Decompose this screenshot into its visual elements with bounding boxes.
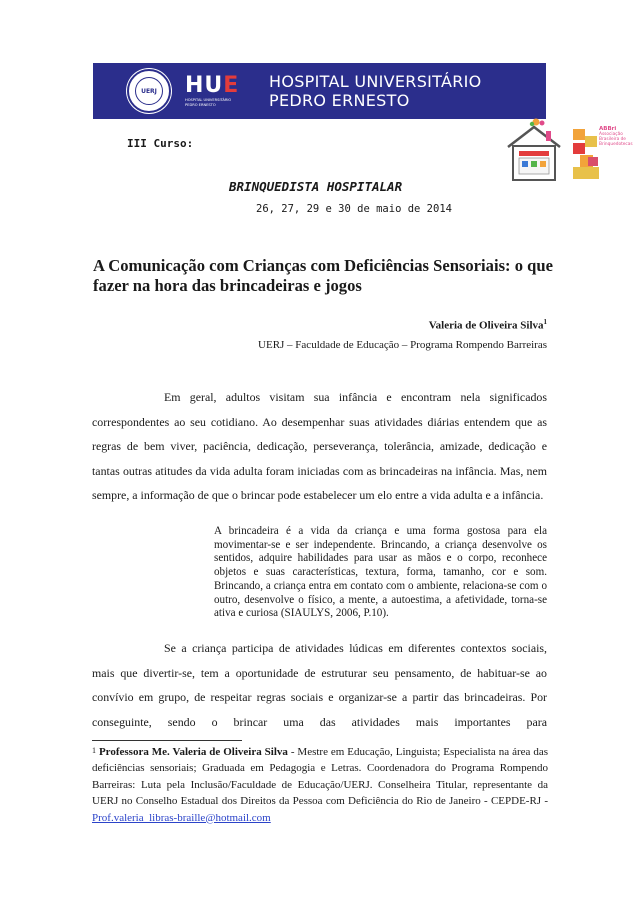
- abbri-tag: ABBri: [599, 126, 617, 132]
- event-dates: 26, 27, 29 e 30 de maio de 2014: [256, 203, 452, 215]
- abbri-text: Associação Brasileira de Brinquedotecas: [599, 132, 633, 147]
- hospital-title-line2: PEDRO ERNESTO: [269, 91, 410, 110]
- footnote-divider: [92, 740, 242, 741]
- footnote-number: 1: [92, 746, 96, 755]
- hue-logo-subtitle: HOSPITAL UNIVERSITÁRIO PEDRO ERNESTO: [185, 98, 232, 107]
- footnote: [92, 743, 548, 826]
- house-brinquedoteca-logo-icon: [502, 117, 566, 187]
- hue-logo-letters: HU: [185, 73, 224, 98]
- article-title: A Comunicação com Crianças com Deficiências Sensoriais: o que fazer na hora das brincadeiras e jogos: [93, 256, 553, 295]
- event-title: BRINQUEDISTA HOSPITALAR: [229, 179, 403, 194]
- block-quote: A brincadeira é a vida da criança e uma forma gostosa para ela movimentar-se e ser independente. Brincando, a criança desenvolve os sentidos, adquire habilidades para usar as mãos e o corpo, reconhece objetos e suas características, textura, forma, tamanho, cor e som. Brincando, a criança entra em contato com o ambiente, relaciona-se com o outro, desenvolve o físico, a mente, a autoestima, a afetividade, torna-se ativa e curiosa (SIAULYS, 2006, P.10).: [214, 525, 547, 620]
- course-label: III Curso:: [127, 137, 194, 150]
- paragraph-2: Se a criança participa de atividades lúdicas em diferentes contextos sociais, mais que divertir-se, tem a oportunidade de estruturar seu pensamento, de habituar-se ao convívio em grupo, de respeitar regras sociais e organizar-se a partir das brincadeiras. Por conseguinte, sendo o brincar uma das atividades mais importantes para: [92, 641, 547, 729]
- author-affiliation: UERJ – Faculdade de Educação – Programa Rompendo Barreiras: [258, 339, 547, 351]
- footnote-text: - Mestre em Educação, Linguista; Especialista na área das deficiências sensoriais; Graduada em Pedagogia e Letras. Coordenadora do Programa Rompendo Barreiras: Luta pela Inclusão/Faculdade de Educação/UERJ. Conselheira Titular, representante da UERJ no Conselho Estadual dos Direitos da Pessoa com Deficiência do Rio de Janeiro - CEPDE-RJ -: [92, 746, 548, 808]
- author-footnote-ref[interactable]: 1: [543, 318, 547, 326]
- hue-logo-accent: E: [223, 73, 240, 98]
- hospital-banner: [93, 63, 546, 119]
- author-name-text: Valeria de Oliveira Silva: [428, 319, 544, 332]
- uerj-seal-icon: [127, 69, 171, 113]
- paragraph-1: Em geral, adultos visitam sua infância e encontram nela significados correspondentes ao seu cotidiano. Ao desempenhar suas atividades diárias entendem que as regras de bem viver, paciência, dedicação, perseverança, tolerância, amizade, dedicação e tantas outras atitudes da vida adulta foram iniciadas com as brincadeiras na infância. Mas, nem sempre, a informação de que o brincar pode estabelecer um elo entre a vida adulta e a infância.: [92, 390, 547, 503]
- author-name: [429, 318, 547, 332]
- footnote-email-link[interactable]: Prof.valeria_libras-braille@hotmail.com: [92, 811, 271, 824]
- hospital-title: [269, 72, 482, 110]
- footnote-name: Professora Me. Valeria de Oliveira Silva: [98, 746, 288, 758]
- hue-logo: [185, 75, 243, 107]
- hospital-title-line1: HOSPITAL UNIVERSITÁRIO: [269, 72, 482, 91]
- uerj-seal-text: UERJ: [135, 77, 163, 105]
